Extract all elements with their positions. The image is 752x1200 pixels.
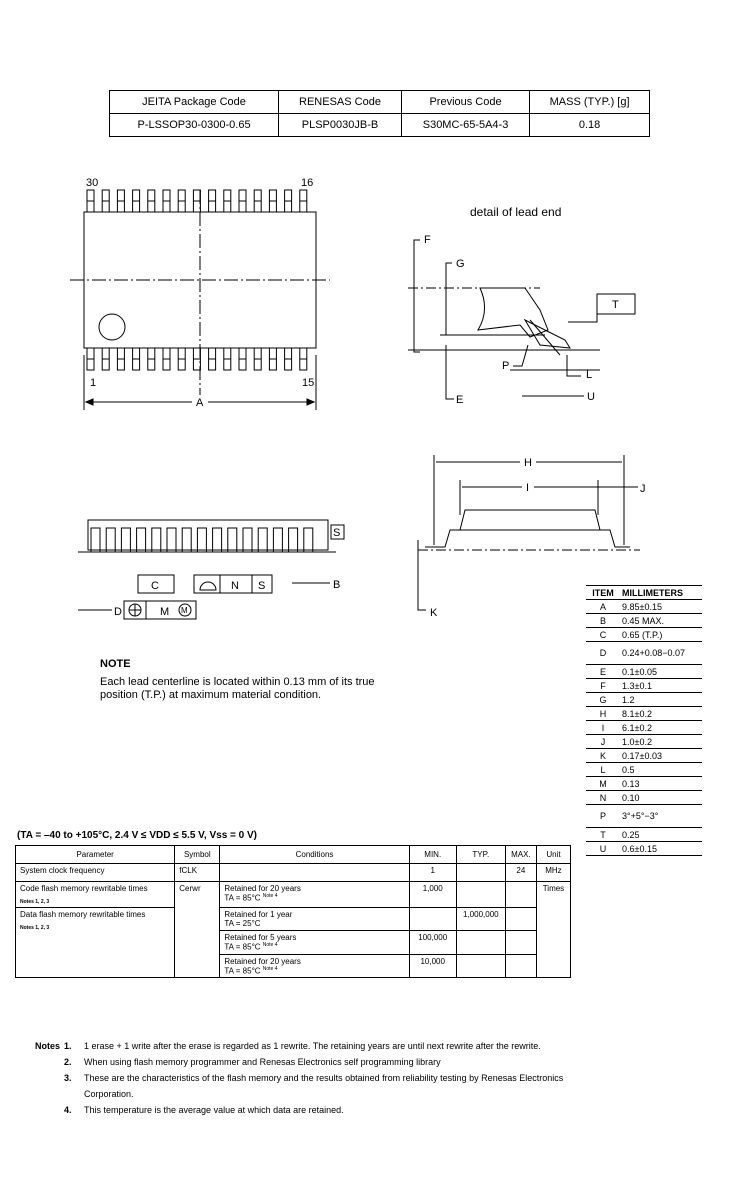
label-k: K (430, 607, 438, 619)
lead (258, 528, 267, 552)
dim-item: M (586, 777, 620, 791)
note-row (30, 1070, 575, 1102)
notes-title: Notes (34, 1041, 60, 1051)
note-num: 2. (64, 1057, 72, 1067)
note-text-3: These are the characteristics of the flash memory and the results obtained from reliability testing by Renesas Electronics Corporation. (84, 1073, 564, 1099)
value-jeita: P-LSSOP30-0300-0.65 (110, 114, 279, 137)
label-h: H (524, 457, 532, 469)
dim-e (446, 345, 454, 399)
label-e: E (456, 394, 464, 406)
row2-max (505, 882, 536, 908)
dim-value: 0.1±0.05 (620, 665, 702, 679)
dim-header-mm: MILLIMETERS (620, 586, 702, 600)
dim-f (414, 240, 420, 352)
label-d: D (114, 606, 122, 618)
label-g: G (456, 258, 465, 270)
note-label (30, 1102, 84, 1118)
row5-cond-text: Retained for 20 years (224, 956, 301, 966)
row1-typ (456, 864, 505, 882)
end-view (78, 520, 344, 619)
dim-row (586, 679, 702, 693)
lead (152, 528, 161, 552)
dim-value: 0.5 (620, 763, 702, 777)
pin-15-label: 15 (302, 377, 315, 389)
dim-header-item: ITEM (586, 586, 620, 600)
side-leads (425, 530, 630, 547)
header-renesas: RENESAS Code (279, 91, 402, 114)
end-body (88, 520, 328, 550)
bottom-leads (87, 348, 307, 370)
label-c: C (151, 580, 159, 592)
dim-item: H (586, 707, 620, 721)
lead-body (478, 288, 548, 337)
header-mass: MASS (TYP.) [g] (530, 91, 650, 114)
label-l: L (586, 369, 593, 381)
pin1-mark (99, 314, 125, 340)
row4-cond-t: TA = 85°C (224, 942, 261, 952)
top-leads (87, 190, 307, 212)
note-num: 3. (64, 1073, 72, 1083)
dim-item: I (586, 721, 620, 735)
label-b: B (333, 579, 341, 591)
row1-symbol: fCLK (175, 864, 220, 882)
note-text-1: 1 erase + 1 write after the erase is regarded as 1 rewrite. The retaining years are until next rewrite after the rewrite. (84, 1041, 541, 1051)
row3-cond-t: TA = 25°C (224, 919, 261, 928)
label-n: N (231, 580, 239, 592)
dim-item: B (586, 614, 620, 628)
dim-row (586, 805, 702, 828)
row2-param (16, 882, 175, 908)
dim-value: 0.6±0.15 (620, 842, 702, 856)
dim-item: F (586, 679, 620, 693)
dim-value: 0.65 (T.P.) (620, 628, 702, 642)
lead (289, 528, 298, 552)
label-u: U (587, 391, 595, 403)
row5-cond (220, 954, 409, 978)
note-label (30, 1054, 84, 1070)
dim-value: 1.3±0.1 (620, 679, 702, 693)
col-typ: TYP. (456, 846, 505, 864)
dim-item: E (586, 665, 620, 679)
row3-param (16, 908, 175, 978)
col-min: MIN. (409, 846, 456, 864)
col-conditions: Conditions (220, 846, 409, 864)
row2-notes: Notes 1, 2, 3 (20, 899, 50, 905)
note-row (30, 1038, 575, 1054)
label-i: I (526, 482, 530, 494)
pin-30-label: 30 (86, 177, 99, 189)
note-title: NOTE (100, 658, 131, 670)
row4-cond-text: Retained for 5 years (224, 933, 297, 942)
label-f: F (424, 234, 431, 246)
label-mmc: M (181, 606, 188, 615)
note-num: 4. (64, 1105, 72, 1115)
dim-value: 1.2 (620, 693, 702, 707)
note-text-4: This temperature is the average value at which data are retained. (84, 1105, 344, 1115)
row5-max (505, 954, 536, 978)
dim-item: A (586, 600, 620, 614)
dim-row (586, 707, 702, 721)
p-leader (513, 345, 528, 366)
row2-param-text: Code flash memory rewritable times (20, 884, 148, 893)
row2-cond-note: Note 4 (262, 893, 278, 899)
label-a: A (196, 397, 204, 409)
row4-cond-note: Note 4 (262, 942, 278, 948)
dim-value: 0.17±0.03 (620, 749, 702, 763)
dim-row (586, 828, 702, 842)
row2-symbol: Cerwr (175, 882, 220, 978)
dim-row (586, 763, 702, 777)
note-row (30, 1102, 575, 1118)
note-num: 1. (64, 1041, 72, 1051)
label-p: P (502, 360, 510, 372)
row3-cond-text: Retained for 1 year (224, 910, 293, 919)
col-symbol: Symbol (175, 846, 220, 864)
package-code-table (109, 90, 650, 137)
dim-item: G (586, 693, 620, 707)
top-view (70, 177, 330, 410)
dim-value: 0.10 (620, 791, 702, 805)
row2-cond (220, 882, 409, 908)
row4-max (505, 931, 536, 955)
row1-param: System clock frequency (16, 864, 175, 882)
row2-typ (456, 882, 505, 908)
dim-row (586, 665, 702, 679)
label-t: T (612, 299, 619, 311)
row3-param-text: Data flash memory rewritable times (20, 910, 146, 919)
end-leads (91, 528, 313, 552)
row5-min: 10,000 (409, 954, 456, 978)
lead (304, 528, 313, 552)
row2-unit: Times (536, 882, 570, 978)
row3-min (409, 908, 456, 931)
label-s: S (333, 527, 341, 539)
lead (182, 528, 191, 552)
row2-cond-t: TA = 85°C (224, 893, 261, 903)
flash-spec-table (15, 845, 571, 978)
label-s2: S (258, 580, 266, 592)
dim-item: N (586, 791, 620, 805)
side-body (460, 510, 600, 530)
dim-l (567, 355, 581, 376)
header-previous: Previous Code (401, 91, 529, 114)
pin-1-label: 1 (90, 377, 97, 389)
dim-value: 1.0±0.2 (620, 735, 702, 749)
row1-min: 1 (409, 864, 456, 882)
dim-item: T (586, 828, 620, 842)
dim-row (586, 693, 702, 707)
row2-min: 1,000 (409, 882, 456, 908)
lead-foot (525, 320, 570, 348)
dim-row (586, 735, 702, 749)
lead (228, 528, 237, 552)
note-text-2: When using flash memory programmer and Renesas Electronics self programming library (84, 1057, 441, 1067)
label-j: J (640, 483, 646, 495)
dim-row (586, 749, 702, 763)
dim-row (586, 791, 702, 805)
lead (197, 528, 206, 552)
col-max: MAX. (505, 846, 536, 864)
row4-min: 100,000 (409, 931, 456, 955)
lead (167, 528, 176, 552)
dim-item: C (586, 628, 620, 642)
pin-16-label: 16 (301, 177, 314, 189)
lead (213, 528, 222, 552)
row2-cond-text: Retained for 20 years (224, 884, 301, 893)
value-previous: S30MC-65-5A4-3 (401, 114, 529, 137)
lead (106, 528, 115, 552)
dim-row (586, 842, 702, 856)
value-renesas: PLSP0030JB-B (279, 114, 402, 137)
lead (273, 528, 282, 552)
dimension-table (586, 585, 702, 856)
conditions-title: (TA = –40 to +105°C, 2.4 V ≤ VDD ≤ 5.5 V, Vss = 0 V) (17, 830, 257, 841)
dim-row (586, 642, 702, 665)
dim-item: J (586, 735, 620, 749)
dim-row (586, 600, 702, 614)
dim-item: U (586, 842, 620, 856)
dim-item: L (586, 763, 620, 777)
dim-value: 8.1±0.2 (620, 707, 702, 721)
dim-value: 3°+5°−3° (620, 805, 702, 828)
row3-typ: 1,000,000 (456, 908, 505, 931)
row3-notes: Notes 1, 2, 3 (20, 925, 50, 931)
note-label (30, 1038, 84, 1054)
detail-title: detail of lead end (470, 205, 562, 219)
row5-cond-note: Note 4 (262, 965, 278, 972)
label-m: M (160, 606, 170, 618)
lead (121, 528, 130, 552)
dim-g (446, 263, 452, 335)
row4-typ (456, 931, 505, 955)
lead (91, 528, 100, 552)
dim-value: 0.13 (620, 777, 702, 791)
lead (137, 528, 146, 552)
header-jeita: JEITA Package Code (110, 91, 279, 114)
col-parameter: Parameter (16, 846, 175, 864)
note-text: Each lead centerline is located within 0.13 mm of its true position (T.P.) at maximum material condition. (100, 676, 375, 701)
col-unit: Unit (536, 846, 570, 864)
dim-item: D (586, 642, 620, 665)
note-label (30, 1070, 84, 1102)
dim-item: P (586, 805, 620, 828)
row1-unit: MHz (536, 864, 570, 882)
note-row (30, 1054, 575, 1070)
row3-max (505, 908, 536, 931)
lead (243, 528, 252, 552)
lead-end-detail (408, 205, 635, 406)
dim-row (586, 721, 702, 735)
row1-cond (220, 864, 409, 882)
row4-cond (220, 931, 409, 955)
dim-value: 9.85±0.15 (620, 600, 702, 614)
row1-max: 24 (505, 864, 536, 882)
dim-row (586, 777, 702, 791)
row5-typ (456, 954, 505, 978)
dim-row (586, 614, 702, 628)
t-leader (568, 310, 597, 322)
dim-value: 0.45 MAX. (620, 614, 702, 628)
dim-value: 6.1±0.2 (620, 721, 702, 735)
notes-section (30, 1038, 575, 1118)
flatness-icon (200, 582, 216, 590)
row3-cond (220, 908, 409, 931)
value-mass: 0.18 (530, 114, 650, 137)
dim-row (586, 628, 702, 642)
dim-value: 0.24+0.08−0.07 (620, 642, 702, 665)
dim-value: 0.25 (620, 828, 702, 842)
dim-item: K (586, 749, 620, 763)
row5-cond-t: TA = 85°C (224, 966, 261, 976)
